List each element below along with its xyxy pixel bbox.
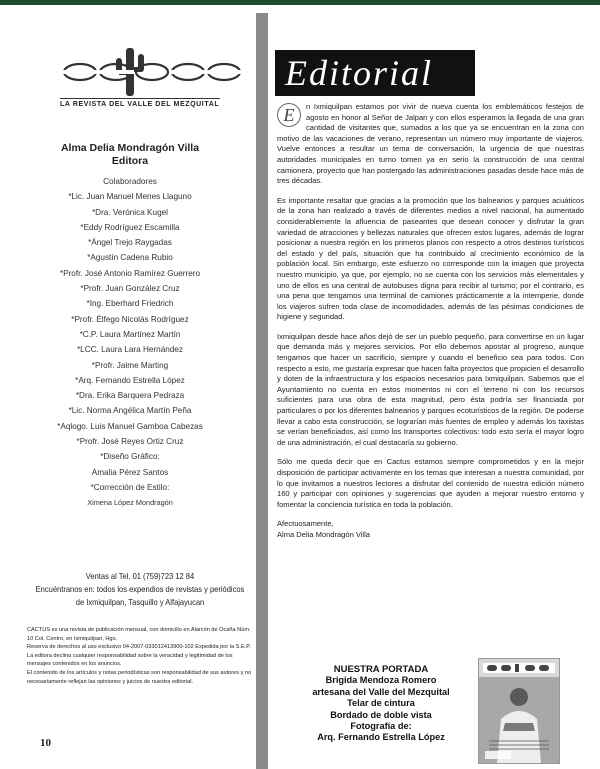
cover-credit-line: Bordado de doble vista: [330, 709, 432, 720]
top-bar: [0, 0, 600, 5]
editorial-paragraph: Sólo me queda decir que en Cactus estamos siempre comprometidos y en la mejor disposición de participar activamente en los temas que interesan a nuestra comunidad, por lo que invitamos a nuestros lectores a disfrutar del contenido de nuestra edición número 160 y participar con opiniones y sugerencias que ayuden a mejorar nuestro entorno y fomentar la conciencia turística en toda la población.: [277, 457, 584, 509]
dropcap-ornament: [277, 103, 301, 127]
staff-line: *Profr. Élfego Nicolás Rodríguez: [71, 314, 189, 324]
legal-paragraph: La editora declina cualquier responsabilidad sobre la veracidad y legitimidad de los mensajes contenidos en los anuncios.: [27, 652, 233, 668]
staff-line: *Aqlogo. Luis Manuel Gamboa Cabezas: [57, 421, 203, 431]
cover-credit-line: Fotografía de:: [350, 721, 412, 732]
signature-greeting: Afectuosamente,: [277, 519, 334, 529]
signature-name: Alma Delia Mondragón Villa: [277, 529, 370, 539]
staff-line: Amalia Pérez Santos: [91, 467, 169, 477]
column-divider-strip: [256, 13, 268, 769]
cover-credit-line: Telar de cintura: [347, 698, 415, 709]
editorial-paragraph-text: n Ixmiquilpan estamos por vivir de nueva cuenta los emblemáticos festejos de agosto en honor al Señor de Jalpan y con ellos esperamos la llegada de una gran cantidad de visitantes que, sumados a los que ya se encuentran en la zona con motivo de las vacaciones de verano, representan un número muy importante de viajeros. Vuelve entonces a resultar un tema de conversación, la urgencia de que nuestras autoridades municipales en turno tomen ya en serio la construcción de una central camionera, proyecto que han postergado las administraciones pasadas desde hace más de tres décadas.: [277, 102, 584, 186]
staff-line: *Ing. Eberhard Friedrich: [86, 299, 174, 309]
staff-line: *Corrección de Estilo:: [90, 482, 170, 492]
editorial-heading-box: [275, 50, 475, 96]
logo-divider: [60, 98, 220, 99]
legal-paragraph: Reserva de derechos al uso exclusivo 04-2007-033012413900-102 Expedida por la S.E.P.: [27, 644, 251, 651]
collaborators-heading: Colaboradores: [103, 177, 157, 186]
editor-name: Alma Delia Mondragón Villa: [60, 142, 200, 154]
staff-line: *Lic. Juan Manuel Menes Llaguno: [68, 192, 192, 202]
dropcap-letter: E: [283, 105, 295, 125]
staff-line: *Dra. Verónica Kugel: [91, 207, 168, 217]
cover-thumbnail-art: [479, 659, 559, 763]
staff-line: *C.P. Laura Martínez Martín: [79, 329, 181, 339]
page-number: 10: [40, 737, 51, 749]
magazine-subtitle: LA REVISTA DEL VALLE DEL MEZQUITAL: [60, 101, 220, 108]
cover-credit-line: Brigida Mendoza Romero: [325, 675, 437, 686]
staff-line: *Agustín Cadena Rubio: [87, 253, 173, 263]
cactus-logo: [22, 40, 252, 110]
cover-credit-line: artesana del Valle del Mezquital: [312, 686, 450, 697]
sales-where: Encuéntranos en: todos los expendios de revistas y periódicos: [35, 584, 245, 594]
staff-line: *Profr. José Antonio Ramírez Guerrero: [59, 268, 201, 278]
staff-line: *Arq. Fernando Estrella López: [75, 375, 185, 385]
staff-line: *Diseño Gráfico:: [100, 452, 160, 462]
staff-line: *LCC. Laura Lara Hernández: [76, 345, 184, 355]
cover-credit-line: Arq. Fernando Estrella López: [317, 732, 445, 743]
editorial-paragraph: Es importante resaltar que gracias a la promoción que los balnearios y parques acuáticos de la zona han realizado a través de diferentes medios a nivel nacional, ha aumentado considerablemente la afluencia de paseantes que desean conocer y disfrutar la gran variedad de atracciones y bellezas naturales que ofrecen estos lugares, además de lograr posicionar a nuestra región en los primeros planos con respecto a otros destinos turísticos del estado y del país, situación que ha contribuido al crecimiento económico de la población local. Sin embargo, este esfuerzo no corresponde con la imagen que proyecta nuestro municipio, ya que, por ejemplo, no se cuenta con los servicios más elementales y uno de ellos es una central de autobuses digna para recibir al turismo; por el contrario, es una pena que tengamos una terminal de camiones prácticamente a la intemperie, donde los viajeros sufren toda clase de incomodidades, además de las pésimas condiciones de higiene y seguridad.: [277, 195, 584, 322]
editorial-body: [277, 102, 584, 541]
sales-info: [34, 570, 246, 609]
staff-line: *Lic. Norma Angélica Martín Peña: [68, 406, 192, 416]
sales-towns: de Ixmiquilpan, Tasquillo y Alfajayucan: [75, 597, 205, 607]
legal-paragraph: CACTUS es una revista de publicación mensual, con domicilio en Alarcón de Ocaña Núm. 10 Col. Centro, en Ixmiquilpan, Hgo.: [27, 627, 251, 642]
editorial-paragraph: [277, 102, 584, 187]
editorial-paragraph: Ixmiquilpan desde hace años dejó de ser un pueblo pequeño, para convertirse en un lugar que demanda más y mejores servicios. Por ello debemos apostar al progreso, aunque tengamos que hacer un sacrificio, siempre y cuando el beneficio sea para todos. Con respecto a esto, me gustaría expresar que hacen falta proyectos que propicien el desarrollo y doten de la infraestructura y los espacios necesarios para Ixmiquilpan. Sabemos que el Ayuntamiento no cuenta en estos momentos ni con el terreno ni con los recursos suficientes para una obra de esta magnitud, pero ésta podría ser financiada por particulares o por los diferentes balnearios y parques ecoturísticos de la región. De poderse llevar a cabo esta construcción, se lograrían más fuentes de empleo y además los taxistas se verían beneficiados, así como los transportes colectivos: todo esto sería el mayor logro de una administración, el cual destacaría su gobierno.: [277, 331, 584, 447]
staff-line: *Ángel Trejo Raygadas: [88, 238, 172, 248]
cover-credits-heading: NUESTRA PORTADA: [333, 664, 429, 675]
editorial-signature: [277, 519, 584, 540]
staff-line: *Profr. José Reyes Ortiz Cruz: [76, 437, 184, 447]
cover-credits: [286, 664, 476, 744]
legal-paragraph: El contenido de los artículos y notas periodísticas son responsabilidad de sus autores y no necesariamente reflejan las opiniones y juicios de nuestra editorial.: [27, 669, 252, 685]
staff-line: Ximena López Mondragón: [87, 498, 173, 508]
cover-thumbnail-image: [478, 658, 560, 764]
editorial-title: Editorial: [285, 53, 434, 93]
sales-phone: Ventas al Tel. 01 (759)723 12 84: [85, 571, 195, 581]
staff-credits: [30, 142, 230, 511]
editor-role: Editora: [111, 155, 149, 167]
legal-notice: [27, 626, 257, 686]
staff-line: *Profr. Jaime Marting: [91, 360, 169, 370]
staff-line: *Dra. Erika Barquera Pedraza: [75, 391, 185, 401]
cactus-logo-art: [22, 40, 252, 100]
staff-line: *Profr. Juan González Cruz: [80, 284, 180, 294]
staff-line: *Eddy Rodríguez Escamilla: [80, 222, 180, 232]
